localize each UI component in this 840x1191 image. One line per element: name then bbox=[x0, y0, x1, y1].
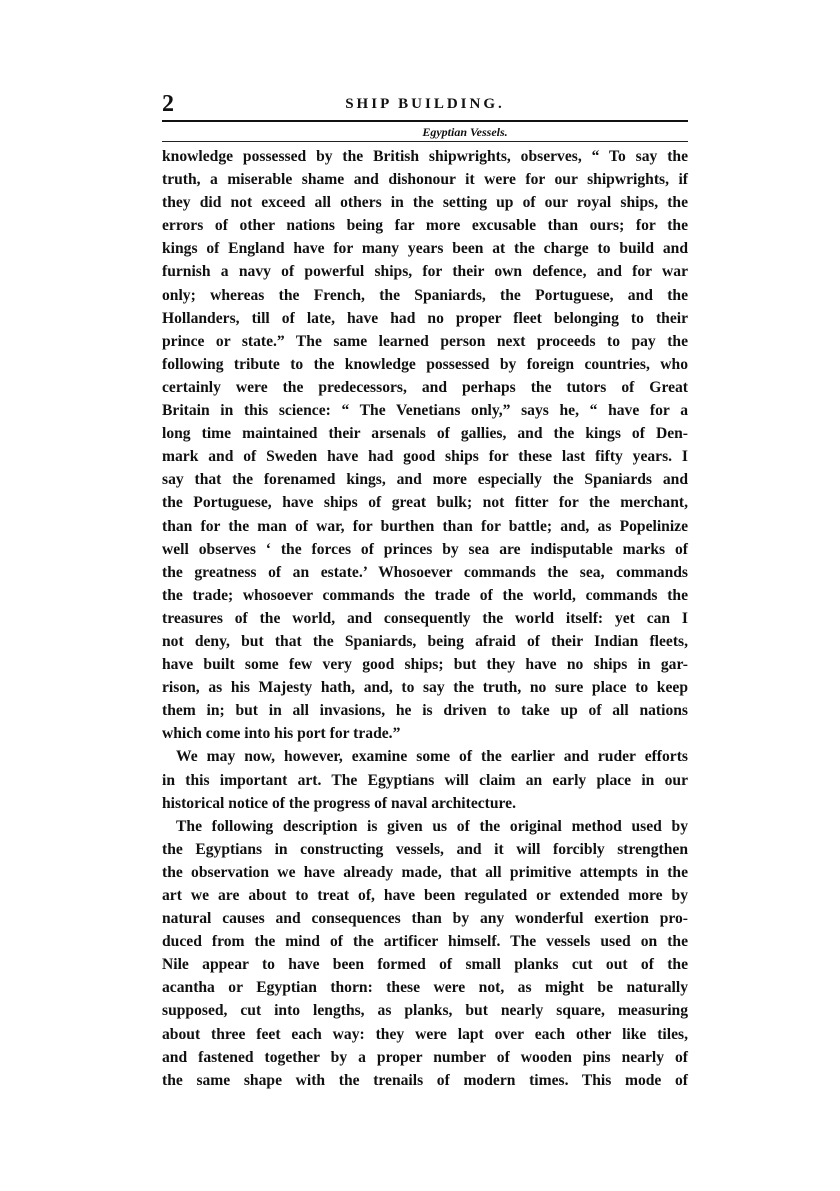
page-header bbox=[162, 90, 688, 120]
text-line: treasures of the world, and consequently the world itself: yet can I bbox=[162, 609, 688, 627]
text-line: them in; but in all invasions, he is driven to take up of all nations bbox=[162, 702, 688, 720]
text-line: the Portuguese, have ships of great bulk; not fitter for the merchant, bbox=[162, 494, 688, 512]
body-text bbox=[162, 145, 688, 1092]
text-line: in this important art. The Egyptians will claim an early place in our bbox=[162, 771, 688, 789]
text-line: prince or state.” The same learned person next proceeds to pay the bbox=[162, 332, 688, 350]
text-line: art we are about to treat of, have been regulated or extended more by bbox=[162, 887, 688, 904]
text-line: mark and of Sweden have had good ships for these last fifty years. I bbox=[162, 448, 688, 466]
text-line: the observation we have already made, that all primitive attempts in the bbox=[162, 863, 688, 881]
page-number: 2 bbox=[162, 91, 174, 117]
text-line: the same shape with the trenails of modern times. This mode of bbox=[162, 1071, 688, 1089]
header-rule bbox=[162, 120, 688, 122]
text-line: furnish a navy of powerful ships, for their own defence, and for war bbox=[162, 263, 688, 281]
text-line: duced from the mind of the artificer himself. The vessels used on the bbox=[162, 933, 688, 951]
text-line: which come into his port for trade.” bbox=[162, 725, 401, 743]
text-line: the trade; whosoever commands the trade of the world, commands the bbox=[162, 586, 688, 604]
text-line: not deny, but that the Spaniards, being afraid of their Indian fleets, bbox=[162, 632, 688, 650]
text-line: kings of England have for many years been at the charge to build and bbox=[162, 240, 688, 258]
text-line: knowledge possessed by the British shipwrights, observes, “ To say the bbox=[162, 148, 688, 165]
text-line: the Egyptians in constructing vessels, and it will forcibly strengthen bbox=[162, 840, 688, 858]
text-line: historical notice of the progress of naval architecture. bbox=[162, 794, 516, 812]
text-line: Hollanders, till of late, have had no proper fleet belonging to their bbox=[162, 309, 688, 327]
running-title: SHIP BUILDING. bbox=[345, 96, 505, 112]
text-line: long time maintained their arsenals of gallies, and the kings of Den- bbox=[162, 425, 688, 443]
text-line: Britain in this science: “ The Venetians only,” says he, “ have for a bbox=[162, 402, 688, 420]
text-line: natural causes and consequences than by any wonderful exertion pro- bbox=[162, 910, 688, 928]
text-line: errors of other nations being far more excusable than ours; for the bbox=[162, 217, 688, 235]
book-page bbox=[162, 90, 688, 1092]
text-line: rison, as his Majesty hath, and, to say the truth, no sure place to keep bbox=[162, 679, 688, 697]
text-line: than for the man of war, for burthen than for battle; and, as Popelinize bbox=[162, 517, 688, 535]
text-line: have built some few very good ships; but they have no ships in gar- bbox=[162, 656, 688, 674]
subhead-rule bbox=[162, 141, 688, 142]
text-line: truth, a miserable shame and dishonour it were for our shipwrights, if bbox=[162, 171, 688, 189]
text-line: acantha or Egyptian thorn: these were not, as might be naturally bbox=[162, 979, 688, 997]
text-line: only; whereas the French, the Spaniards, the Portuguese, and the bbox=[162, 286, 688, 304]
text-line: well observes ‘ the forces of princes by sea are indisputable marks of bbox=[162, 540, 688, 558]
text-line: We may now, however, examine some of the earlier and ruder efforts bbox=[176, 748, 688, 766]
text-line: The following description is given us of the original method used by bbox=[176, 817, 688, 835]
text-line: the greatness of an estate.’ Whosoever commands the sea, commands bbox=[162, 563, 688, 581]
text-line: certainly were the predecessors, and perhaps the tutors of Great bbox=[162, 378, 688, 396]
text-line: supposed, cut into lengths, as planks, but nearly square, measuring bbox=[162, 1002, 688, 1020]
text-line: they did not exceed all others in the setting up of our royal ships, the bbox=[162, 194, 688, 212]
section-subhead: Egyptian Vessels. bbox=[422, 125, 508, 139]
text-line: about three feet each way: they were lapt over each other like tiles, bbox=[162, 1025, 688, 1043]
text-line: say that the forenamed kings, and more especially the Spaniards and bbox=[162, 471, 688, 489]
text-line: and fastened together by a proper number of wooden pins nearly of bbox=[162, 1048, 688, 1066]
text-line: following tribute to the knowledge possessed by foreign countries, who bbox=[162, 355, 688, 373]
text-line: Nile appear to have been formed of small planks cut out of the bbox=[162, 956, 688, 974]
